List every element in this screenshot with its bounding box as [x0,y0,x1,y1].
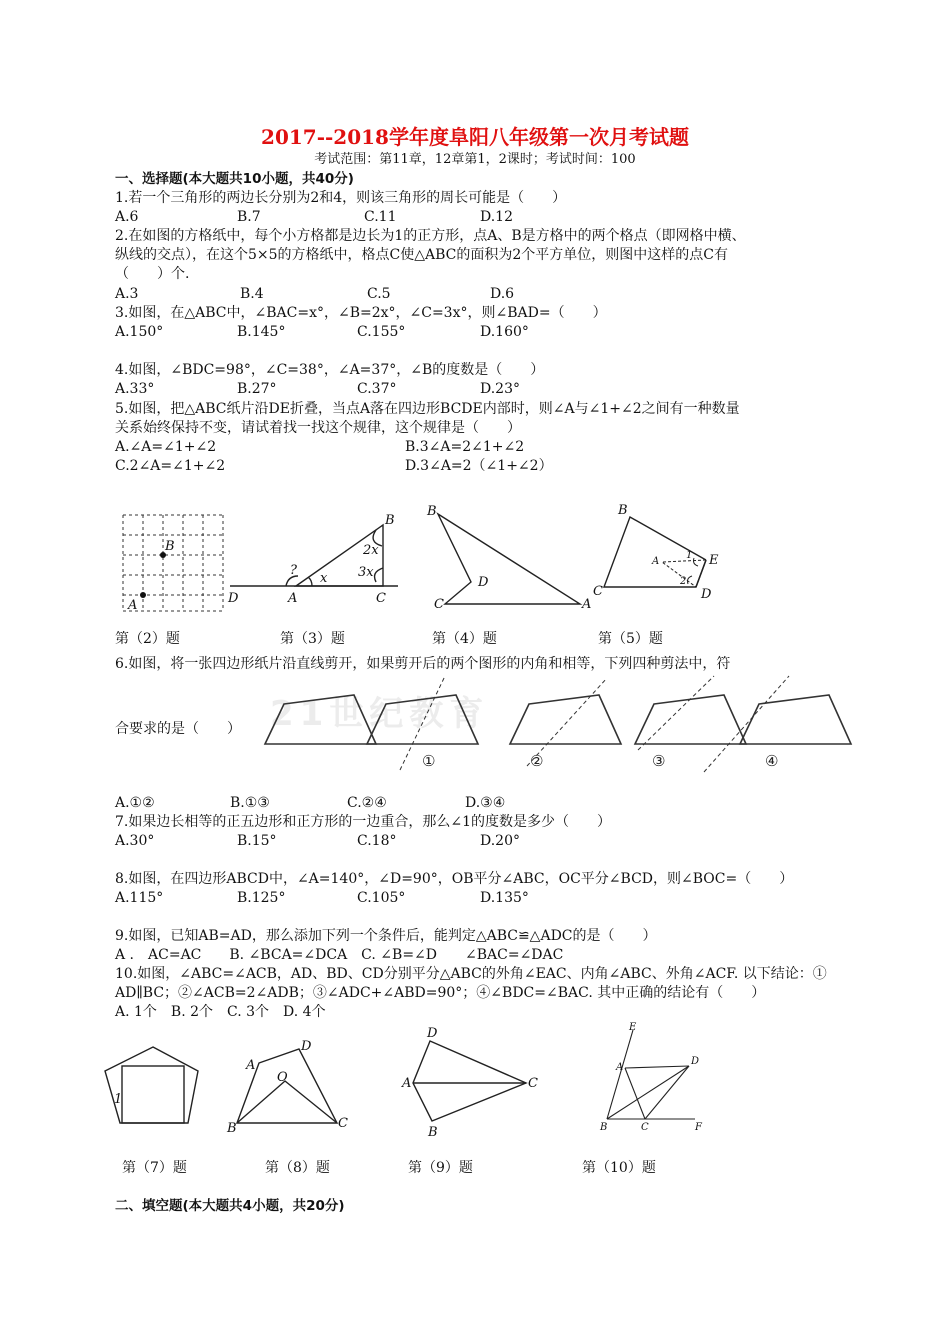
q10-label-e: E [629,1022,637,1033]
q8-label-a: A [246,1058,256,1073]
question-2-line1: 2.在如图的方格纸中，每个小方格都是边长为1的正方形，点A、B是方格中的两个格点（即网格中横、 [115,228,746,244]
q6-option-a: A.①② [115,795,155,811]
caption-q4: 第（4）题 [432,631,497,647]
question-1: 1.若一个三角形的两边长分别为2和4，则该三角形的周长可能是（ ） [115,190,567,206]
caption-q7: 第（7）题 [122,1160,187,1176]
q1-option-b: B.7 [237,209,261,225]
q8-option-c: C.105° [357,890,406,906]
q6-mark-4: ④ [765,752,779,770]
q10-label-f: F [695,1122,702,1133]
q5-option-d: D.3∠A=2（∠1+∠2） [405,458,553,474]
q4-label-a: A [582,597,592,612]
q5-label-c: C [593,584,603,599]
q6-option-d: D.③④ [465,795,506,811]
q2-option-b: B.4 [240,286,264,302]
q5-label-1: 1 [686,550,693,561]
q10-label-a: A [616,1062,624,1073]
question-7: 7.如果边长相等的正五边形和正方形的一边重合，那么∠1的度数是多少（ ） [115,814,611,830]
q5-label-a: A [652,556,660,567]
caption-q2: 第（2）题 [115,631,180,647]
q4-option-b: B.27° [237,381,277,397]
q3-option-b: B.145° [237,324,286,340]
question-6-line1: 6.如图，将一张四边形纸片沿直线剪开，如果剪开后的两个图形的内角和相等，下列四种剪法中，符 [115,656,731,672]
q10-label-b: B [600,1122,608,1133]
q1-option-d: D.12 [480,209,513,225]
q2-label-b: B [165,539,175,554]
figure-q6-cuts [262,680,842,780]
q8-option-d: D.135° [480,890,529,906]
caption-q5: 第（5）题 [598,631,663,647]
q7-label-1: 1 [114,1092,123,1107]
q9-label-d: D [427,1026,438,1041]
question-10-line1: 10.如图，∠ABC=∠ACB，AD、BD、CD分别平分△ABC的外角∠EAC、内角∠ABC、外角∠ACF. 以下结论：① [115,966,827,982]
section-heading-fill: 二、填空题(本大题共4小题，共20分) [115,1198,345,1214]
q6-mark-1: ① [422,752,436,770]
q3-label-a: A [288,591,298,606]
q3-label-question: ? [290,563,297,578]
q8-option-a: A.115° [115,890,164,906]
question-2-line2: 纵线的交点），在这个5×5的方格纸中，格点C使△ABC的面积为2个平方单位，则图中这样的点C有 [115,247,729,263]
q1-option-c: C.11 [364,209,397,225]
q6-mark-2: ② [530,752,544,770]
figure-q4-quadrilateral [425,500,600,615]
q5-label-2: 2 [680,576,687,587]
q5-option-c: C.2∠A=∠1+∠2 [115,458,226,474]
figure-q2-grid [120,510,230,615]
q8-label-c: C [338,1116,348,1131]
figure-q3-triangle [228,510,408,608]
q5-label-b: B [618,503,628,518]
q10-label-c: C [641,1122,649,1133]
caption-q9: 第（9）题 [408,1160,473,1176]
caption-q8: 第（8）题 [265,1160,330,1176]
q4-label-d: D [478,575,489,590]
q2-option-d: D.6 [490,286,515,302]
q5-label-e: E [709,553,719,568]
q8-label-d: D [301,1039,312,1054]
section-heading-choice: 一、选择题(本大题共10小题，共40分) [115,171,354,187]
q3-label-3x: 3x [358,565,374,580]
q10-label-d: D [691,1056,700,1067]
q7-option-a: A.30° [115,833,155,849]
q9-options: A . AC=AC B. ∠BCA=∠DCA C. ∠B=∠D ∠BAC=∠DAC [115,947,564,963]
question-6-line2: 合要求的是（ ） [115,721,241,737]
question-4: 4.如图，∠BDC=98°，∠C=38°，∠A=37°，∠B的度数是（ ） [115,362,545,378]
watermark: 21世纪教育 [270,694,490,734]
q9-label-a: A [402,1076,412,1091]
q3-label-d: D [228,591,239,606]
q3-label-c: C [376,591,386,606]
q7-option-c: C.18° [357,833,397,849]
q8-label-o: O [277,1070,288,1085]
question-9: 9.如图，已知AB=AD，那么添加下列一个条件后，能判定△ABC≌△ADC的是（ ） [115,928,657,944]
exam-subtitle: 考试范围：第11章，12章第1，2课时；考试时间：100 [314,152,636,167]
caption-q10: 第（10）题 [582,1160,656,1176]
q2-label-a: A [128,598,138,613]
q2-option-a: A.3 [115,286,139,302]
q10-options: A. 1个 B. 2个 C. 3个 D. 4个 [115,1004,326,1020]
q3-option-c: C.155° [357,324,406,340]
question-5-line1: 5.如图，把△ABC纸片沿DE折叠，当点A落在四边形BCDE内部时，则∠A与∠1+∠2之间有一种数量 [115,401,740,417]
page-title: 2017--2018学年度阜阳八年级第一次月考试题 [261,125,689,149]
figure-q8-quadrilateral [222,1035,352,1135]
q6-option-c: C.②④ [347,795,387,811]
q3-label-2x: 2x [363,543,379,558]
caption-q3: 第（3）题 [280,631,345,647]
q9-label-c: C [528,1076,538,1091]
q4-option-d: D.23° [480,381,520,397]
question-5-line2: 关系始终保持不变，请试着找一找这个规律，这个规律是（ ） [115,420,521,436]
q9-label-b: B [428,1125,438,1140]
q8-label-b: B [227,1121,237,1136]
question-3: 3.如图，在△ABC中，∠BAC=x°，∠B=2x°，∠C=3x°，则∠BAD=（ ） [115,305,607,321]
figure-q7-pentagon-square [100,1045,210,1135]
q3-option-a: A.150° [115,324,164,340]
figure-q10-angle-bisectors [595,1022,715,1132]
q6-mark-3: ③ [652,752,666,770]
q3-option-d: D.160° [480,324,529,340]
q7-option-b: B.15° [237,833,277,849]
q2-option-c: C.5 [367,286,391,302]
q3-label-x: x [320,571,328,586]
question-10-line2: AD∥BC；②∠ACB=2∠ADB；③∠ADC+∠ABD=90°；④∠BDC=∠BAC. 其中正确的结论有（ ） [115,985,766,1001]
q3-label-b: B [385,513,395,528]
q4-label-c: C [434,597,444,612]
q5-label-d: D [701,587,712,602]
q4-option-a: A.33° [115,381,155,397]
q8-option-b: B.125° [237,890,286,906]
figure-q5-fold [588,500,738,605]
q7-option-d: D.20° [480,833,520,849]
q5-option-a: A.∠A=∠1+∠2 [115,439,217,455]
figure-q9-kite [400,1025,545,1140]
q6-option-b: B.①③ [230,795,270,811]
q5-option-b: B.3∠A=2∠1+∠2 [405,439,525,455]
q4-label-b: B [427,504,437,519]
q1-option-a: A.6 [115,209,139,225]
question-8: 8.如图，在四边形ABCD中，∠A=140°，∠D=90°，OB平分∠ABC，OC平分∠BCD，则∠BOC=（ ） [115,871,794,887]
question-2-line3: （ ）个. [115,266,190,282]
q4-option-c: C.37° [357,381,397,397]
